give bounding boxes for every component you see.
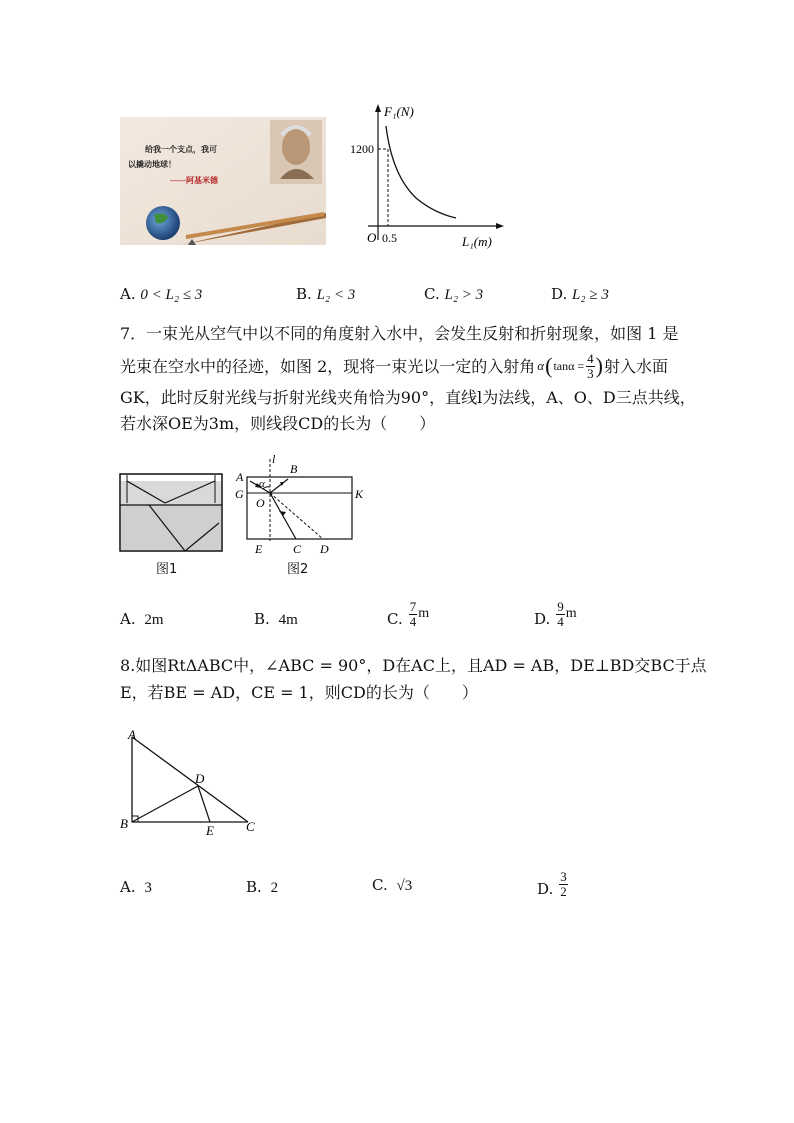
x-tick-label: 0.5 xyxy=(382,231,397,245)
archimedes-photo-drawing xyxy=(120,117,326,245)
option-fraction xyxy=(409,600,418,628)
label-g: G xyxy=(235,487,244,501)
x-axis-label: L₁(m) xyxy=(462,234,492,249)
label-a: A xyxy=(128,727,136,742)
label-b: B xyxy=(120,816,128,831)
fig2-caption: 图2 xyxy=(287,562,309,577)
frac-num: 3 xyxy=(560,869,567,884)
frac-den: 4 xyxy=(557,613,564,629)
archimedes-photo xyxy=(120,117,326,245)
q7-option-b[interactable] xyxy=(254,610,298,629)
q7-frac-den: 3 xyxy=(587,365,594,381)
triangle-drawing xyxy=(117,724,267,839)
q7-figure-1 xyxy=(119,473,223,553)
label-alpha: α xyxy=(259,478,265,490)
option-expr: 0 < L₂ ≤ 3 xyxy=(140,287,203,303)
label-d: D xyxy=(320,542,329,556)
option-letter: D. xyxy=(534,610,551,629)
y-axis-label: F₁(N) xyxy=(384,104,414,119)
label-c: C xyxy=(246,819,255,834)
q7-line2: 光束在空水中的径迹，如图 2，现将一束光以一定的入射角 α ( tanα = $\frac{4}{3}$ ) 射入水面 xyxy=(120,351,668,381)
label-e: E xyxy=(206,823,214,838)
option-expr: L₂ < 3 xyxy=(316,287,356,303)
segment-de xyxy=(198,786,210,822)
q7-figure-2 xyxy=(230,449,370,559)
option-value: 2m xyxy=(144,612,164,628)
q7-option-d[interactable] xyxy=(534,600,577,628)
option-expr: L₂ > 3 xyxy=(444,287,484,303)
q8-line2: E，若BE = AD，CE = 1，则CD的长为（ ） xyxy=(120,683,478,702)
option-fraction xyxy=(556,600,565,628)
option-letter: D. xyxy=(551,285,568,303)
q8-option-c[interactable] xyxy=(372,876,412,895)
option-letter: B. xyxy=(296,285,312,303)
option-letter: D. xyxy=(537,880,554,899)
y-tick-label: 1200 xyxy=(350,142,374,156)
q6-option-b[interactable] xyxy=(296,285,355,304)
option-unit: m xyxy=(565,606,577,622)
option-unit: m xyxy=(418,606,430,622)
option-value: 3 xyxy=(144,880,152,896)
label-l: l xyxy=(272,452,276,466)
inverse-curve xyxy=(386,126,456,218)
option-letter: A. xyxy=(120,610,136,628)
option-fraction xyxy=(559,870,568,898)
q6-option-a[interactable] xyxy=(120,285,202,304)
q7-line4: 若水深OE为3m，则线段CD的长为（ ） xyxy=(120,414,436,433)
q7-tan-fraction xyxy=(586,352,595,380)
option-value: 4m xyxy=(278,612,298,628)
origin-label: O xyxy=(367,230,377,245)
frac-den: 2 xyxy=(560,883,567,899)
earth-globe xyxy=(146,206,180,240)
inverse-graph xyxy=(330,100,510,255)
option-value: √3 xyxy=(396,878,413,894)
frac-num: 7 xyxy=(409,599,417,614)
q8-triangle-figure xyxy=(117,724,267,839)
fig1-caption: 图1 xyxy=(156,562,178,577)
segment-bd xyxy=(132,786,198,822)
q7-line2-text-a: 光束在空水中的径迹，如图 2，现将一束光以一定的入射角 xyxy=(120,356,536,376)
q7-option-c[interactable] xyxy=(387,600,429,628)
frac-num: 9 xyxy=(557,599,564,614)
force-distance-graph xyxy=(330,100,510,255)
q8-option-b[interactable] xyxy=(246,878,278,897)
q7-alpha: α xyxy=(537,358,545,374)
q7-tan: tanα = xyxy=(553,358,585,373)
q7-line1: 7．一束光从空气中以不同的角度射入水中，会发生反射和折射现象，如图 1 是 xyxy=(120,324,679,343)
quote-author: ——阿基米德 xyxy=(170,176,218,185)
tank-drawing xyxy=(119,473,223,553)
option-letter: B. xyxy=(254,610,270,628)
q6-option-c[interactable] xyxy=(424,285,483,304)
q8-line1: 8.如图RtΔABC中，∠ABC = 90°，D在AC上，且AD = AB，DE⊥BD交BC于点 xyxy=(120,656,707,675)
label-k: K xyxy=(355,487,364,501)
quote-line1: 给我一个支点，我可 xyxy=(145,145,217,154)
label-d: D xyxy=(195,771,205,786)
label-e: E xyxy=(255,542,263,556)
frac-den: 4 xyxy=(409,613,417,629)
label-o: O xyxy=(256,496,265,510)
q6-option-d[interactable] xyxy=(551,285,609,304)
q7-option-a[interactable] xyxy=(120,610,164,629)
option-letter: B. xyxy=(246,878,262,896)
option-letter: C. xyxy=(387,610,403,629)
label-a: A xyxy=(236,470,244,484)
option-letter: A. xyxy=(120,285,136,303)
q7-line2-text-b: 射入水面 xyxy=(603,356,668,376)
refraction-diagram xyxy=(230,449,370,559)
q7-frac-num: 4 xyxy=(587,351,594,366)
q8-option-d[interactable] xyxy=(537,870,568,898)
q7-line3: GK，此时反射光线与折射光线夹角恰为90°，直线l为法线，A、O、D三点共线， xyxy=(120,388,696,407)
option-letter: A. xyxy=(120,878,136,896)
option-expr: L₂ ≥ 3 xyxy=(572,287,609,303)
option-letter: C. xyxy=(372,876,388,894)
side-ac xyxy=(132,737,248,822)
q8-option-a[interactable] xyxy=(120,878,152,897)
option-letter: C. xyxy=(424,285,440,303)
reflected-ray-ob xyxy=(270,479,288,493)
option-value: 2 xyxy=(270,880,279,896)
label-c: C xyxy=(293,542,302,556)
quote-line2: 以撬动地球！ xyxy=(128,160,176,169)
water-region xyxy=(120,505,222,551)
extension-od xyxy=(270,493,323,539)
label-b: B xyxy=(290,462,298,476)
